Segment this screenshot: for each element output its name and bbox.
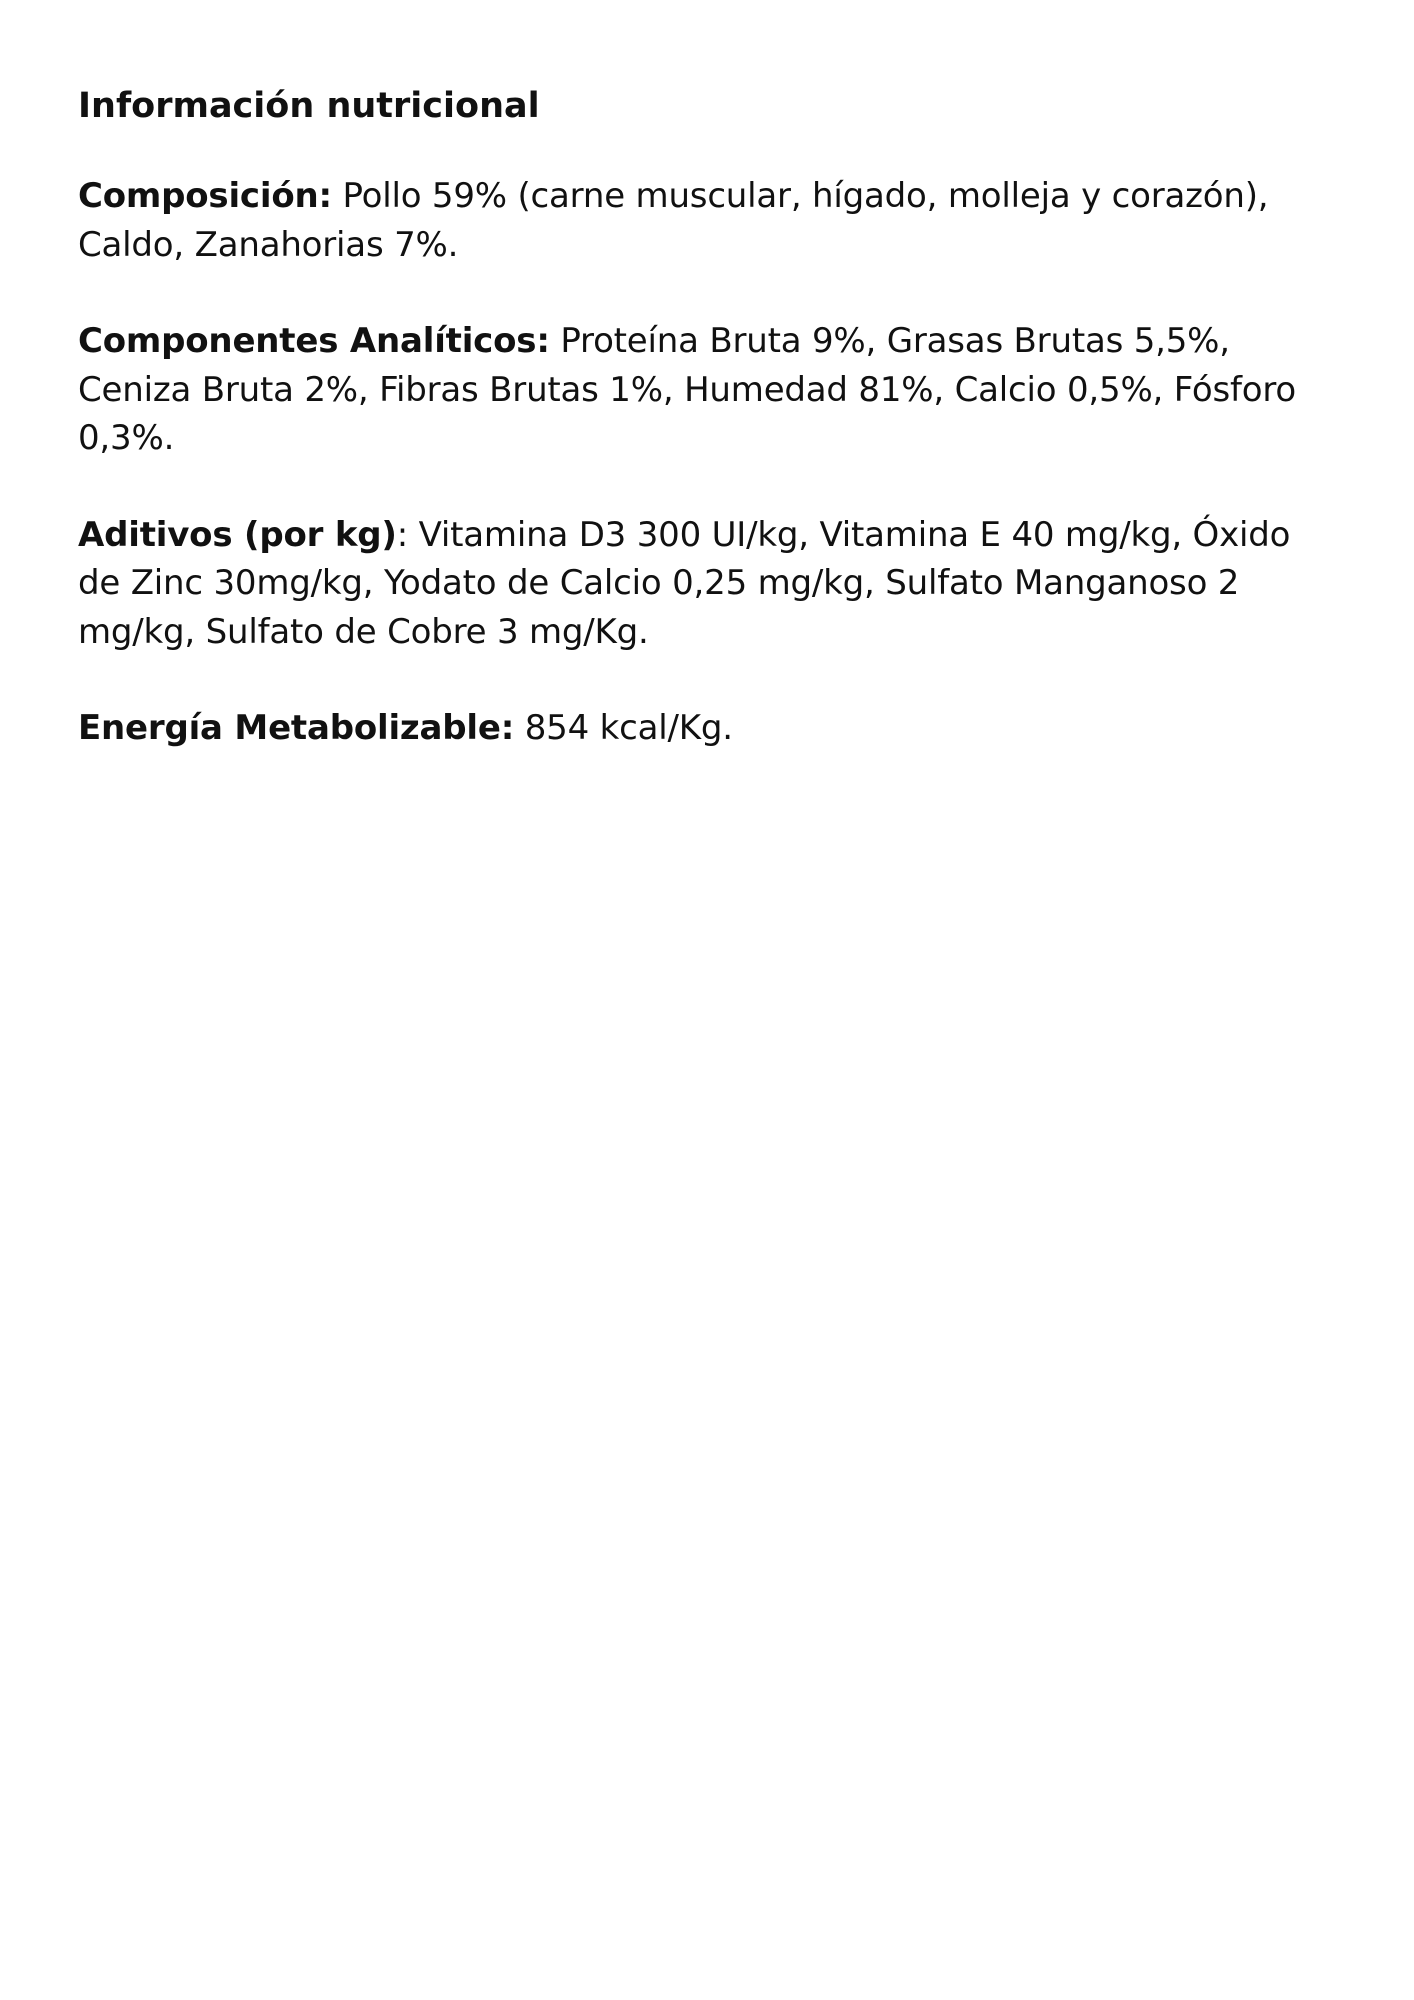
nutrition-info-document (78, 76, 1338, 801)
page-title: Información nutricional (78, 86, 540, 126)
additives-section (78, 511, 1338, 657)
analytical-components-section (78, 317, 1338, 463)
metabolizable-energy-label: Energía Metabolizable: (78, 708, 515, 748)
analytical-components-label: Componentes Analíticos: (78, 321, 550, 361)
composition-section (78, 172, 1338, 269)
metabolizable-energy-section (78, 704, 1338, 753)
composition-text: Pollo 59% (carne muscular, hígado, molleja y corazón), Caldo, Zanahorias 7%. (78, 176, 1269, 265)
additives-text: : Vitamina D3 300 UI/kg, Vitamina E 40 mg/kg, Óxido de Zinc 30mg/kg, Yodato de Calcio 0,25 mg/kg, Sulfato Manganoso 2 mg/kg, Sulfato de Cobre 3 mg/Kg. (78, 514, 1291, 652)
metabolizable-energy-text: 854 kcal/Kg. (514, 708, 733, 748)
analytical-components-text: Proteína Bruta 9%, Grasas Brutas 5,5%, Ceniza Bruta 2%, Fibras Brutas 1%, Humedad 81%, Calcio 0,5%, Fósforo 0,3%. (78, 321, 1297, 458)
composition-label: Composición: (78, 176, 332, 216)
additives-label: Aditivos (por kg) (78, 514, 397, 555)
